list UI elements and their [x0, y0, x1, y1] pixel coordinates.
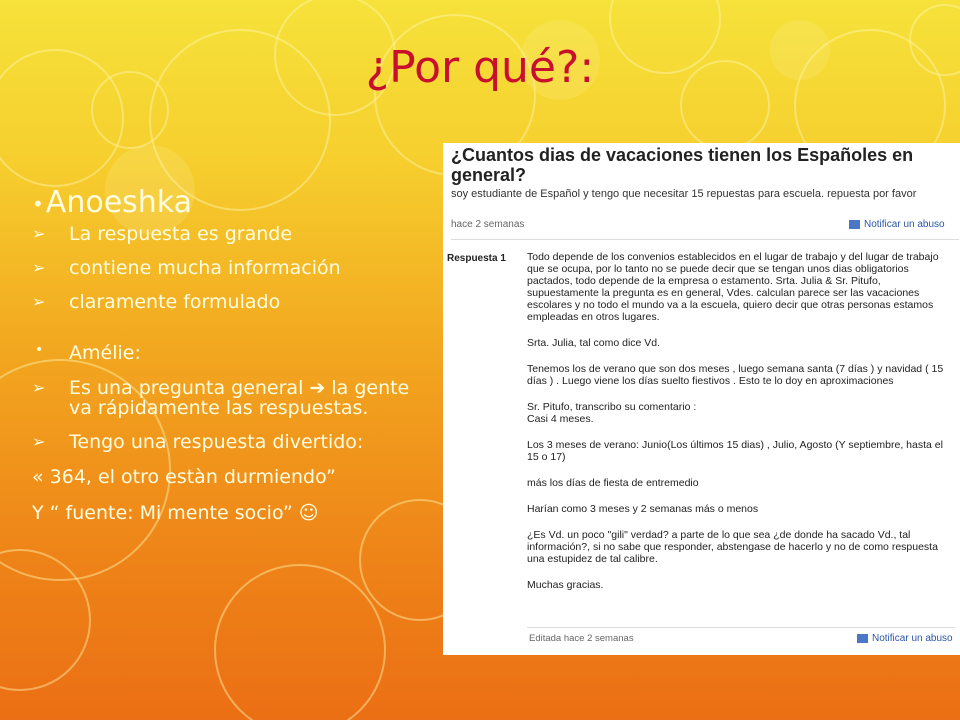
report-abuse-label: Notificar un abuso [872, 633, 953, 644]
answer-paragraph: Muchas gracias. [527, 579, 604, 591]
main-bullet-text: Anoeshka [45, 185, 193, 220]
answer-paragraph: Los 3 meses de verano: Junio(Los últimos 15 dias) , Julio, Agosto (Y septiembre, hasta el 15 o 17) [527, 439, 943, 463]
answer-paragraph: Harían como 3 meses y 2 semanas más o menos [527, 503, 759, 515]
point-respuesta-divertido [32, 432, 432, 452]
report-abuse-label: Notificar un abuso [864, 219, 945, 230]
question-timestamp: hace 2 semanas [451, 219, 525, 230]
point-claramente-formulado [32, 292, 432, 312]
answer-paragraph: Tenemos los de verano que son dos meses , luego semana santa (7 días ) y navidad ( 15 días ) . Luego viene los días suelto fiestivos . Esto te lo doy en aproximaciones [527, 363, 944, 387]
divider [527, 627, 955, 628]
smiley-icon: ☺ [298, 501, 319, 524]
question-body: soy estudiante de Español y tengo que necesitar 15 repuestas para escuela. repuesta por favor [451, 188, 917, 200]
point-general-prefix: Es una pregunta general [69, 376, 310, 399]
report-abuse-link[interactable] [849, 219, 945, 230]
flag-icon [857, 634, 868, 643]
embedded-answer-screenshot [443, 143, 960, 655]
point-text: Tengo una respuesta divertido: [69, 430, 364, 453]
edited-timestamp: Editada hace 2 semanas [529, 633, 634, 644]
point-text: contiene mucha información [69, 256, 341, 279]
divider [451, 239, 959, 240]
answer-body [527, 251, 955, 605]
arrow-bullet-icon: ➢ [32, 223, 46, 243]
answer-paragraph: Sr. Pitufo, transcribo su comentario : Casi 4 meses. [527, 401, 697, 425]
bullet-list [32, 185, 432, 524]
point-text: La respuesta es grande [69, 222, 293, 245]
quote-line: « 364, el otro estàn durmiendo” [32, 465, 336, 488]
point-contiene-informacion [32, 258, 432, 278]
point-text: claramente formulado [69, 290, 281, 313]
point-general-suffix: la gente va rápidamente las respuestas. [69, 376, 410, 419]
answer-paragraph: ¿Es Vd. un poco "gili" verdad? a parte de lo que sea ¿de donde ha sacado Vd., tal información?, si no sabe que responder, abstengase de hacerlo y no de como respuesta una estupidez de tal calibre. [527, 529, 938, 565]
main-bullet [32, 185, 432, 222]
source-text: Y “ fuente: Mi mente socio” [32, 501, 299, 524]
bullet-icon: • [32, 191, 44, 216]
amelie-label: Amélie: [69, 341, 141, 364]
slide-title: ¿Por qué?: [365, 42, 595, 93]
bullet-icon: • [35, 341, 44, 358]
arrow-bullet-icon: ➢ [32, 291, 46, 311]
arrow-bullet-icon: ➢ [32, 377, 46, 397]
arrow-bullet-icon: ➢ [32, 257, 46, 277]
point-respuesta-grande [32, 224, 432, 244]
answer-paragraph: más los días de fiesta de entremedio [527, 477, 699, 489]
right-arrow-icon: ➔ [309, 376, 326, 399]
arrow-bullet-icon: ➢ [32, 431, 46, 451]
answer-paragraph: Srta. Julia, tal como dice Vd. [527, 337, 661, 349]
amelie-bullet [32, 342, 432, 364]
point-pregunta-general [32, 378, 432, 418]
report-abuse-link[interactable] [857, 633, 953, 644]
answer-label: Respuesta 1 [447, 253, 506, 264]
source-line [32, 502, 432, 524]
answer-paragraph: Todo depende de los convenios establecidos en el lugar de trabajo y del lugar de trabajo que se ocupa, por lo tanto no se puede decir que se tengan unos dias obligatorios pactados, todo depende de la empresa o estamento. Srta. Julia & Sr. Pitufo, supuestamente la pregunta es en general, Vdes. calculan parece ser las vacaciones escolares y no todo el mundo va a la escuela, quiero decir que otras personas estamos empleadas en otros lugares. [527, 251, 939, 323]
question-title: ¿Cuantos dias de vacaciones tienen los Españoles en general? [451, 145, 914, 185]
flag-icon [849, 220, 860, 229]
